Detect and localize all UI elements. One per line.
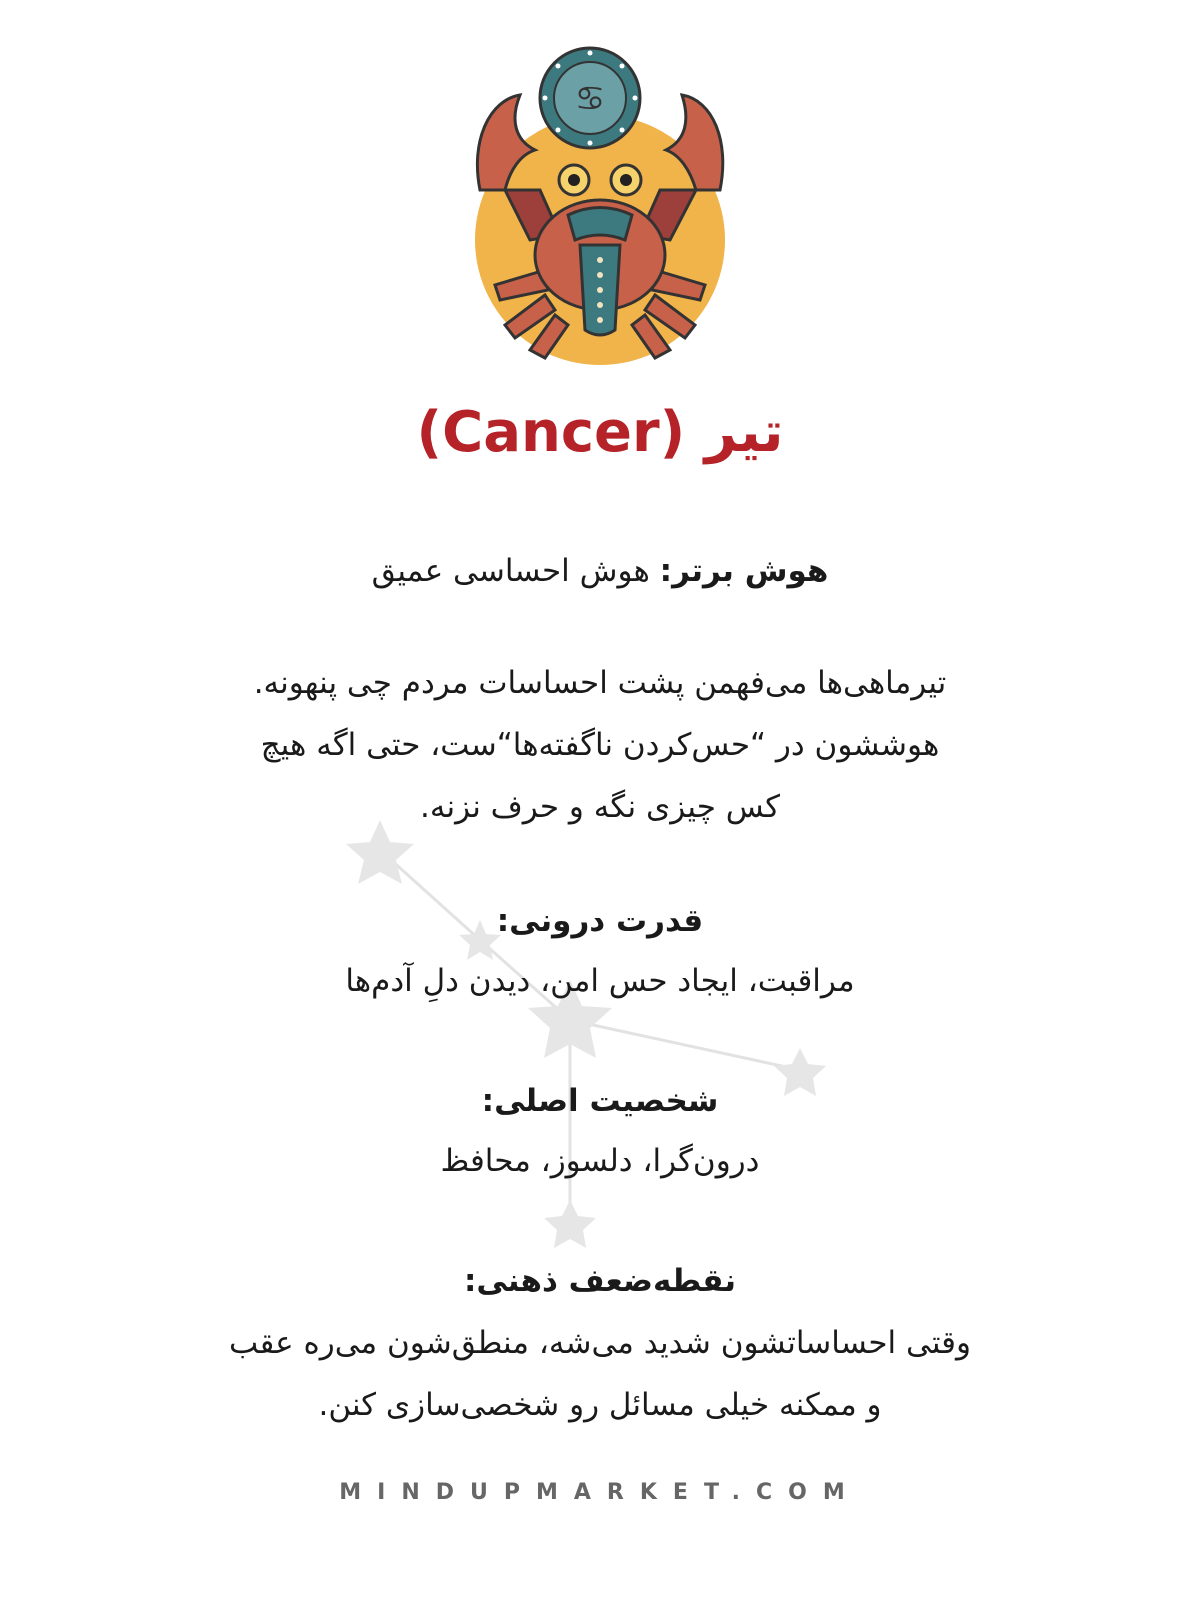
inner-power-label: قدرت درونی: xyxy=(496,903,704,939)
personality-value: درون‌گرا، دلسوز، محافظ xyxy=(440,1143,760,1179)
description-line: هوششون در “حس‌کردن ناگفته‌ها“ست، حتی اگه هیچ xyxy=(260,727,940,763)
cancer-crab-icon xyxy=(450,40,750,370)
weakness-line: و ممکنه خیلی مسائل رو شخصی‌سازی کنن. xyxy=(318,1387,882,1423)
title-fa: تیر xyxy=(704,400,784,465)
top-intelligence xyxy=(70,540,1130,602)
description-line: کس چیزی نگه و حرف نزنه. xyxy=(419,789,780,825)
site-footer: MINDUPMARKET.COM xyxy=(339,1480,861,1505)
page-title xyxy=(0,400,1200,465)
inner-power-value: مراقبت، ایجاد حس امن، دیدن دلِ آدم‌ها xyxy=(345,963,855,999)
constellation-decoration xyxy=(320,820,880,1280)
top-intelligence-value: هوش احساسی عمیق xyxy=(371,553,650,589)
weakness-line: وقتی احساساتشون شدید می‌شه، منطق‌شون می‌ره عقب xyxy=(229,1325,971,1361)
top-intelligence-label: هوش برتر: xyxy=(659,553,829,589)
description-line: تیرماهی‌ها می‌فهمن پشت احساسات مردم چی پنهونه. xyxy=(253,665,947,701)
personality-label: شخصیت اصلی: xyxy=(481,1083,719,1119)
title-en: (Cancer) xyxy=(416,400,686,465)
cancer-symbol: ♋ xyxy=(574,79,606,119)
description xyxy=(70,652,1130,838)
weakness-label: نقطه‌ضعف ذهنی: xyxy=(464,1263,736,1299)
weakness-value xyxy=(70,1312,1130,1436)
